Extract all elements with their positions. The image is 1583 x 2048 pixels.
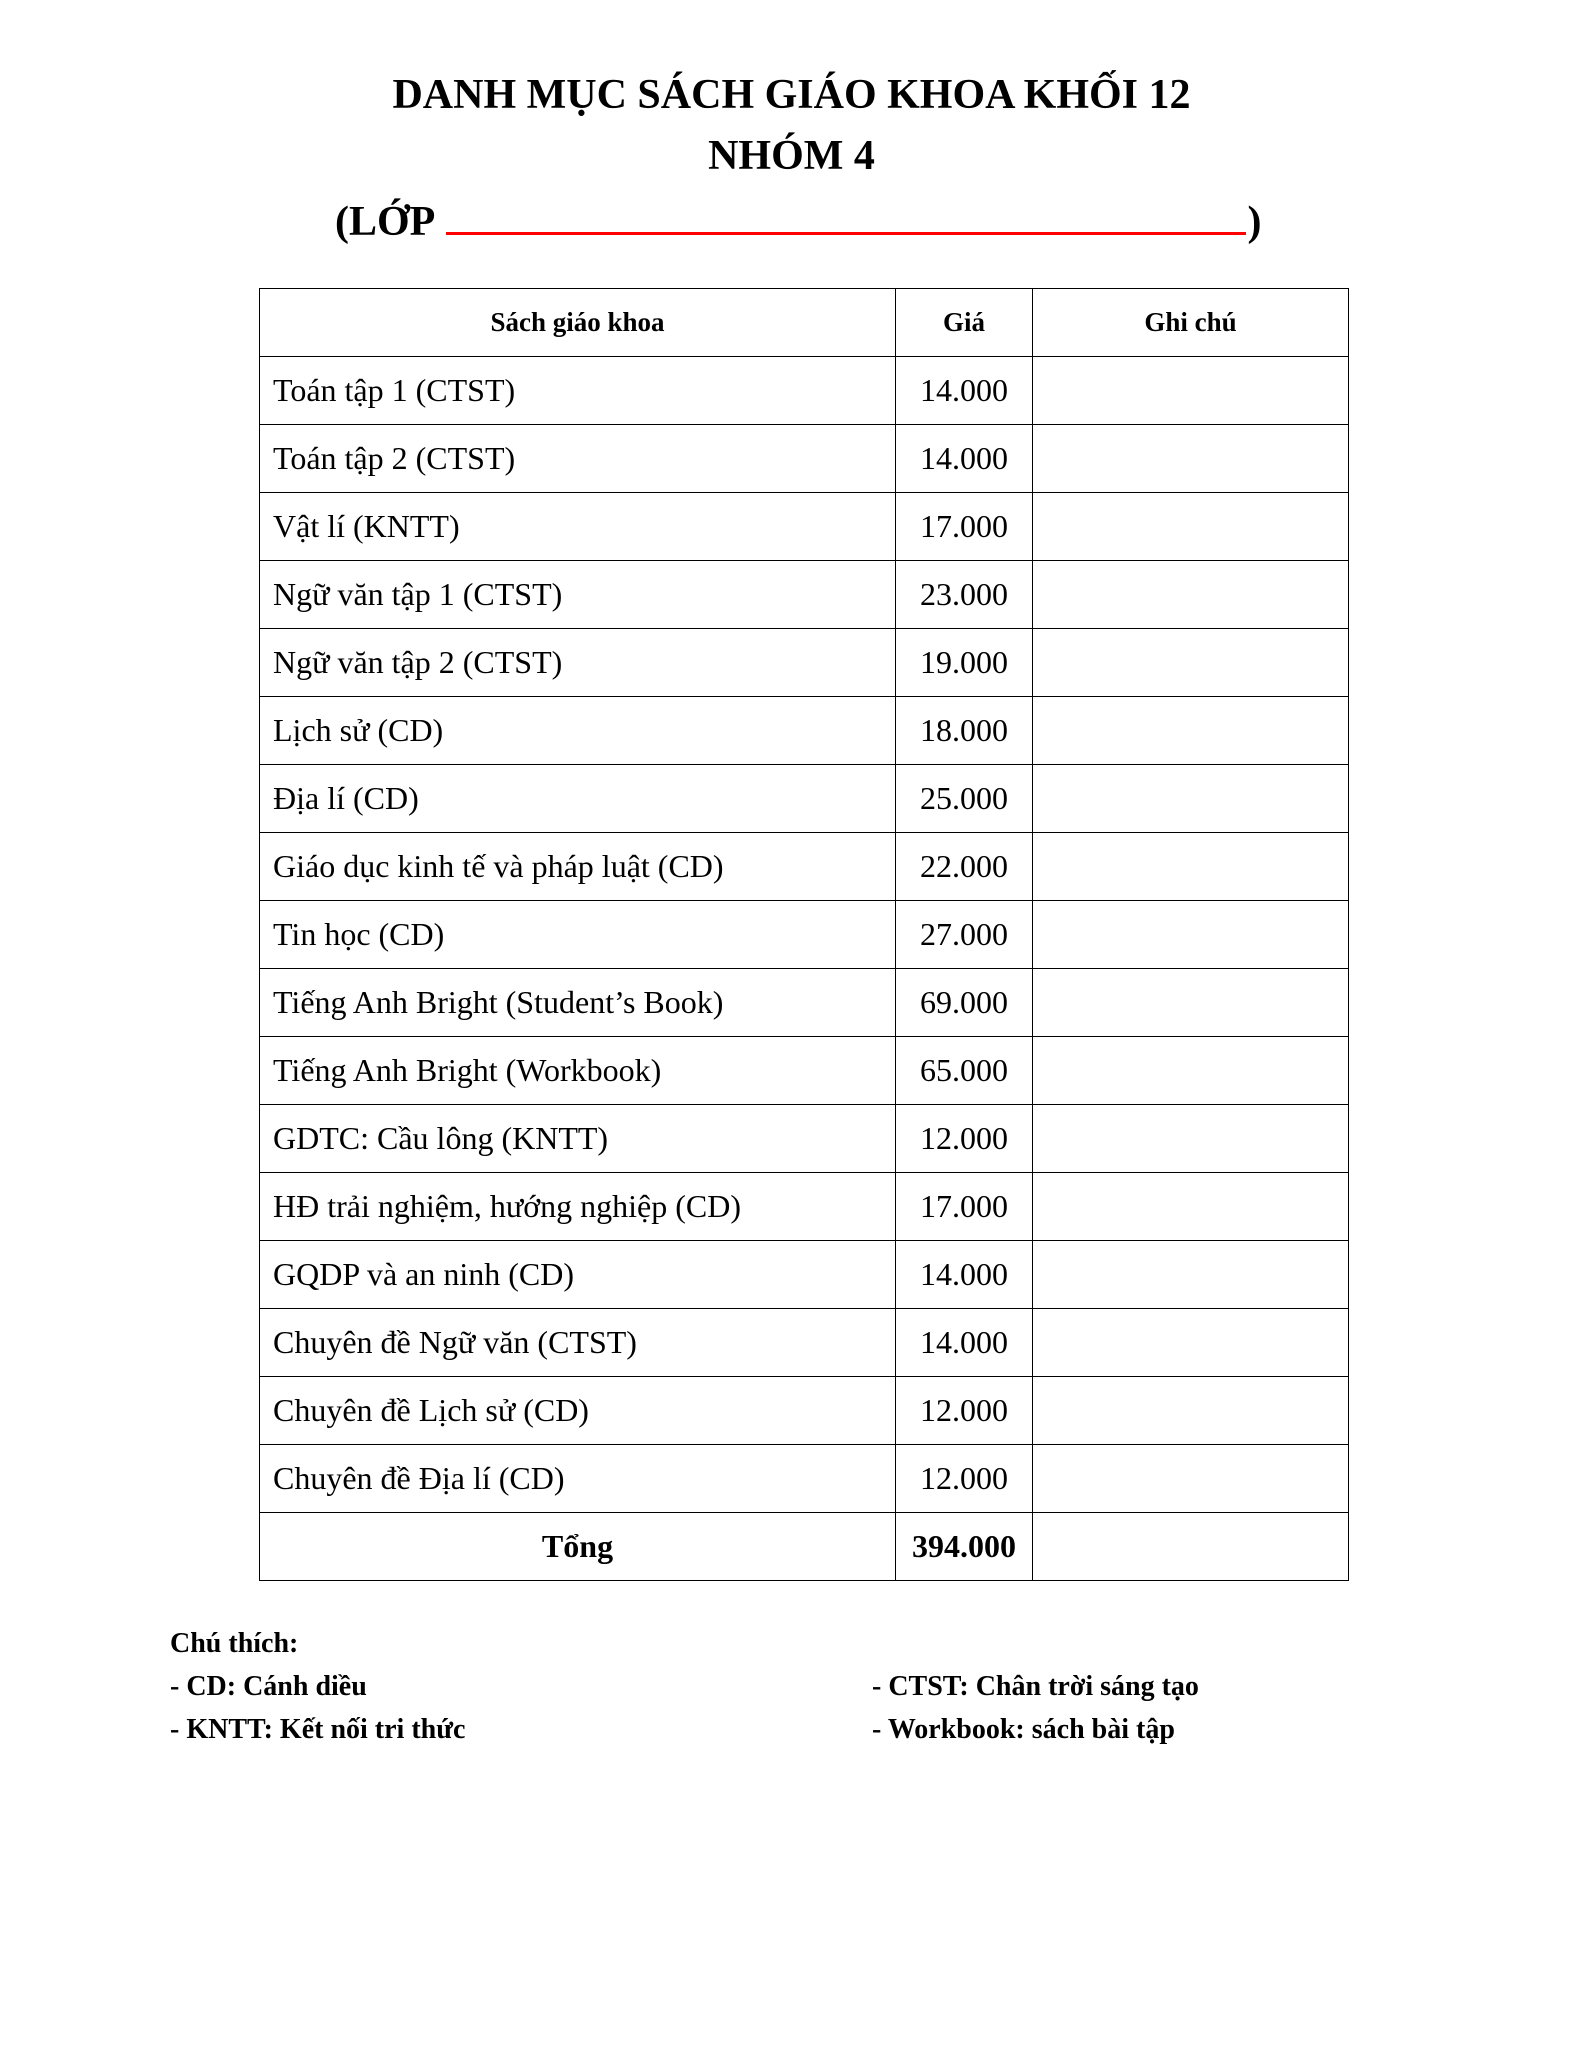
class-prefix: (LỚP	[335, 199, 434, 245]
notes-heading-row	[170, 1622, 1370, 1665]
book-price: 22.000	[896, 833, 1033, 901]
total-note	[1033, 1513, 1349, 1581]
book-name: Ngữ văn tập 2 (CTST)	[260, 629, 896, 697]
book-note	[1033, 1377, 1349, 1445]
book-name: Tiếng Anh Bright (Workbook)	[260, 1037, 896, 1105]
book-name: Chuyên đề Địa lí (CD)	[260, 1445, 896, 1513]
book-note	[1033, 629, 1349, 697]
total-label: Tổng	[260, 1513, 896, 1581]
book-name: GDTC: Cầu lông (KNTT)	[260, 1105, 896, 1173]
group-subtitle: NHÓM 4	[708, 133, 875, 179]
class-fill-line	[335, 192, 1262, 249]
class-suffix: )	[1247, 199, 1262, 245]
book-note	[1033, 765, 1349, 833]
table-row	[260, 1241, 1349, 1309]
note-kntt: - KNTT: Kết nối tri thức	[170, 1714, 466, 1745]
book-note	[1033, 1241, 1349, 1309]
table-row	[260, 1173, 1349, 1241]
book-name: Ngữ văn tập 1 (CTST)	[260, 561, 896, 629]
book-name: Giáo dục kinh tế và pháp luật (CD)	[260, 833, 896, 901]
book-note	[1033, 969, 1349, 1037]
table-row	[260, 629, 1349, 697]
book-price: 14.000	[896, 357, 1033, 425]
table-row	[260, 901, 1349, 969]
total-row	[260, 1513, 1349, 1581]
book-price: 14.000	[896, 1309, 1033, 1377]
book-price: 17.000	[896, 493, 1033, 561]
book-name: Tin học (CD)	[260, 901, 896, 969]
book-note	[1033, 1037, 1349, 1105]
book-note	[1033, 357, 1349, 425]
book-price: 25.000	[896, 765, 1033, 833]
table-row	[260, 697, 1349, 765]
book-name: Vật lí (KNTT)	[260, 493, 896, 561]
total-price: 394.000	[896, 1513, 1033, 1581]
notes-row	[170, 1708, 1370, 1751]
book-price: 27.000	[896, 901, 1033, 969]
note-cd: - CD: Cánh diều	[170, 1671, 367, 1702]
book-price: 12.000	[896, 1445, 1033, 1513]
book-price: 19.000	[896, 629, 1033, 697]
table-row	[260, 969, 1349, 1037]
book-note	[1033, 561, 1349, 629]
book-name: Toán tập 2 (CTST)	[260, 425, 896, 493]
book-price: 65.000	[896, 1037, 1033, 1105]
book-name: Tiếng Anh Bright (Student’s Book)	[260, 969, 896, 1037]
table-row	[260, 1377, 1349, 1445]
book-note	[1033, 833, 1349, 901]
book-note	[1033, 425, 1349, 493]
note-ctst: - CTST: Chân trời sáng tạo	[872, 1671, 1199, 1702]
notes-heading: Chú thích:	[170, 1628, 299, 1659]
book-price: 18.000	[896, 697, 1033, 765]
book-name: GQDP và an ninh (CD)	[260, 1241, 896, 1309]
book-name: Toán tập 1 (CTST)	[260, 357, 896, 425]
table-row	[260, 357, 1349, 425]
book-note	[1033, 1105, 1349, 1173]
book-name: Chuyên đề Ngữ văn (CTST)	[260, 1309, 896, 1377]
document-title: DANH MỤC SÁCH GIÁO KHOA KHỐI 12	[392, 72, 1191, 118]
column-header-note: Ghi chú	[1033, 289, 1349, 357]
table-row	[260, 833, 1349, 901]
notes-row	[170, 1665, 1370, 1708]
table-row	[260, 493, 1349, 561]
table-row	[260, 425, 1349, 493]
textbook-table	[259, 288, 1349, 1581]
note-workbook: - Workbook: sách bài tập	[872, 1714, 1175, 1745]
book-note	[1033, 1173, 1349, 1241]
book-note	[1033, 697, 1349, 765]
book-note	[1033, 493, 1349, 561]
book-name: HĐ trải nghiệm, hướng nghiệp (CD)	[260, 1173, 896, 1241]
book-price: 12.000	[896, 1105, 1033, 1173]
book-price: 17.000	[896, 1173, 1033, 1241]
book-price: 12.000	[896, 1377, 1033, 1445]
book-name: Chuyên đề Lịch sử (CD)	[260, 1377, 896, 1445]
book-note	[1033, 901, 1349, 969]
book-name: Lịch sử (CD)	[260, 697, 896, 765]
book-note	[1033, 1309, 1349, 1377]
book-price: 23.000	[896, 561, 1033, 629]
column-header-textbook: Sách giáo khoa	[260, 289, 896, 357]
table-row	[260, 1105, 1349, 1173]
table-row	[260, 1309, 1349, 1377]
table-row	[260, 765, 1349, 833]
table-row	[260, 1445, 1349, 1513]
legend-notes	[170, 1622, 1370, 1751]
book-price: 14.000	[896, 1241, 1033, 1309]
book-price: 69.000	[896, 969, 1033, 1037]
book-name: Địa lí (CD)	[260, 765, 896, 833]
column-header-price: Giá	[896, 289, 1033, 357]
table-row	[260, 1037, 1349, 1105]
book-price: 14.000	[896, 425, 1033, 493]
class-blank-field	[446, 192, 1246, 235]
book-note	[1033, 1445, 1349, 1513]
table-row	[260, 561, 1349, 629]
table-header-row	[260, 289, 1349, 357]
